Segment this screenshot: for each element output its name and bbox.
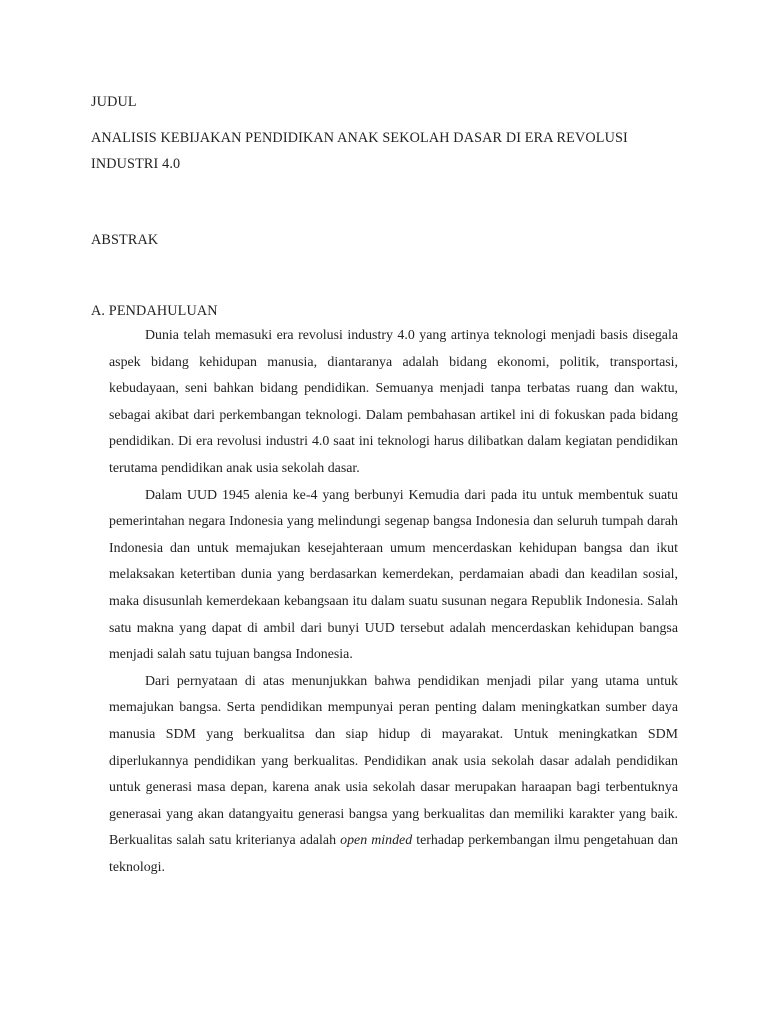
document-title: ANALISIS KEBIJAKAN PENDIDIKAN ANAK SEKOLAH DASAR DI ERA REVOLUSI INDUSTRI 4.0 [91,130,628,172]
body-text [109,323,678,881]
document-label: JUDUL [91,94,137,110]
italic-term: open minded [340,833,413,849]
abstract-heading: ABSTRAK [91,232,159,248]
section-heading: A. PENDAHULUAN [91,303,218,319]
paragraph-2: Dalam UUD 1945 alenia ke-4 yang berbunyi Kemudia dari pada itu untuk membentuk suatu pemerintahan negara Indonesia yang melindungi segenap bangsa Indonesia dan seluruh tumpah darah Indonesia dan untuk memajukan kesejahteraan umum mencerdaskan kehidupan bangsa dan ikut melaksakan ketertiban dunia yang berdasarkan kemerdekan, perdamaian abadi dan keadilan sosial, maka disusunlah kemerdekaan kebangsaan itu dalam suatu susunan negara Republik Indonesia. Salah satu makna yang dapat di ambil dari bunyi UUD tersebut adalah mencerdaskan kehidupan bangsa menjadi salah satu tujuan bangsa Indonesia. [109,487,678,663]
paragraph-1: Dunia telah memasuki era revolusi industry 4.0 yang artinya teknologi menjadi basis disegala aspek bidang kehidupan manusia, diantaranya adalah bidang ekonomi, politik, transportasi, kebudayaan, seni bahkan bidang pendidikan. Semuanya menjadi tanpa terbatas ruang dan waktu, sebagai akibat dari perkembangan teknologi. Dalam pembahasan artikel ini di fokuskan pada bidang pendidikan. Di era revolusi industri 4.0 saat ini teknologi harus dilibatkan dalam kegiatan pendidikan terutama pendidikan anak usia sekolah dasar. [109,328,678,476]
paragraph-3-text-start: Dari pernyataan di atas menunjukkan bahwa pendidikan menjadi pilar yang utama untuk memajukan bangsa. Serta pendidikan mempunyai peran penting dalam meningkatkan sumber daya manusia SDM yang berkualitsa dan siap hidup di mayarakat. Untuk meningkatkan SDM diperlukannya pendidikan yang berkualitas. Pendidikan anak usia sekolah dasar adalah pendidikan untuk generasi masa depan, karena anak usia sekolah dasar merupakan haraapan bagi terbentuknya generasai yang akan datangyaitu generasi bangsa yang berkualitas dan memiliki karakter yang baik. Berkualitas salah satu kriterianya adalah [109,673,678,849]
paragraph-3-text-end: terhadap perkembangan ilmu pengetahuan dan teknologi. [109,833,678,875]
paragraph-3 [109,669,678,882]
